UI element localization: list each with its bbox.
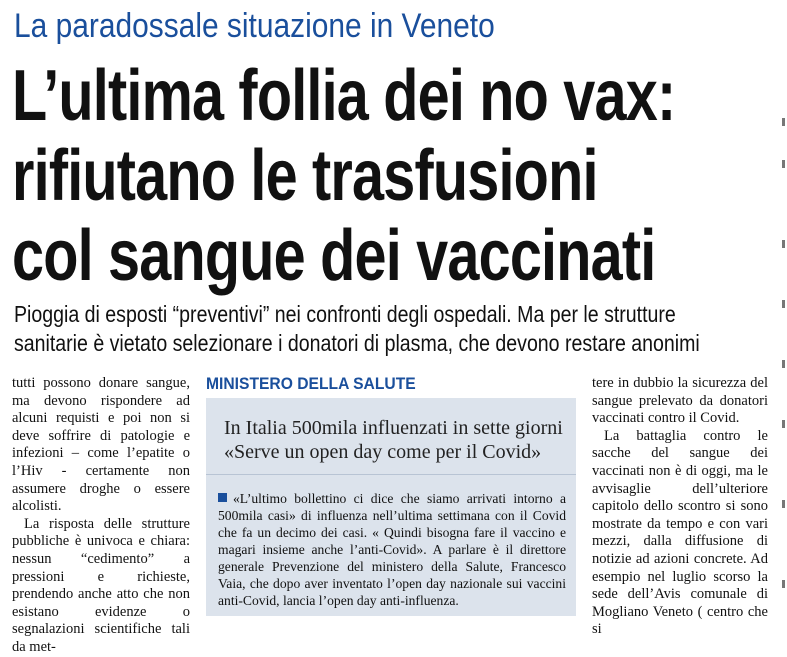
page-edge-mark — [782, 240, 785, 248]
kicker-line: La paradossale situazione in Veneto — [14, 7, 495, 45]
headline — [12, 56, 716, 296]
sidebar-title-line-1: In Italia 500mila influenzati in sette giorni — [224, 417, 563, 439]
page-edge-mark — [782, 118, 785, 126]
page-edge-mark — [782, 160, 785, 168]
headline-line-1: L’ultima follia dei no vax: — [12, 56, 676, 136]
sidebar-divider — [206, 474, 576, 475]
page-edge-mark — [782, 300, 785, 308]
subheadline-line-1: Pioggia di esposti “preventivi” nei confronti degli ospedali. Ma per le strutture — [14, 301, 676, 327]
sidebar-box — [206, 398, 576, 616]
page-edge-mark — [782, 580, 785, 588]
column-right-paragraph-2: La battaglia contro le sacche del sangue dei vaccinati non è di oggi, ma le avvisaglie dell’ulteriore capitolo dello scontro si sono mostrate da tempo e con vari mezzi, dalla diffusione di notizie ad azioni concrete. Ad esempio nel luglio scorso la sede dell’Avis comunale di Mogliano Veneto ( centro che si — [592, 427, 768, 638]
page-edge-mark — [782, 500, 785, 508]
square-bullet-icon — [218, 493, 227, 502]
sidebar-title-line-2: «Serve un open day come per il Covid» — [224, 441, 542, 463]
column-left-paragraph-2: La risposta delle strutture pubbliche è univoca e chiara: nessun “cedimento” a pressioni e richieste, prendendo anche atto che non esistano evidenze o segnalazioni scientifiche tali da met- — [12, 515, 190, 655]
page-edge-mark — [782, 420, 785, 428]
sidebar-title — [224, 416, 564, 464]
column-right-paragraph-1: tere in dubbio la sicurezza del sangue prelevato da donatori vaccinati contro il Covid. — [592, 375, 768, 427]
headline-line-3: col sangue dei vaccinati — [12, 216, 656, 296]
subheadline — [14, 300, 762, 358]
sidebar-section-label: MINISTERO DELLA SALUTE — [206, 374, 416, 393]
sidebar-body-text: «L’ultimo bollettino ci dice che siamo arrivati intorno a 500mila casi» di influenza nell’ultima settimana con il Covid che fa un decimo dei casi. « Quindi bisogna fare il vaccino e magari insieme anche l’anti-Covid». A parlare è il direttore generale Prevenzione del ministero della Salute, Francesco Vaia, che dopo aver inventato l’open day nazionale sui vaccini anti-Covid, lancia l’open day anti-influenza. — [218, 491, 566, 608]
article-column-left — [12, 375, 190, 657]
sidebar-body — [218, 490, 566, 609]
headline-line-2: rifiutano le trasfusioni — [12, 136, 598, 216]
page-edge-mark — [782, 360, 785, 368]
article-column-right — [592, 375, 768, 639]
subheadline-line-2: sanitarie è vietato selezionare i donatori di plasma, che devono restare anonimi — [14, 330, 700, 356]
column-left-paragraph-1: tutti possono donare sangue, ma devono rispondere ad alcuni requisti e poi non si deve soffrire di patologie e infezioni – come l’epatite o l’Hiv - certamente non assumere droghe o essere alcolisti. — [12, 375, 190, 515]
